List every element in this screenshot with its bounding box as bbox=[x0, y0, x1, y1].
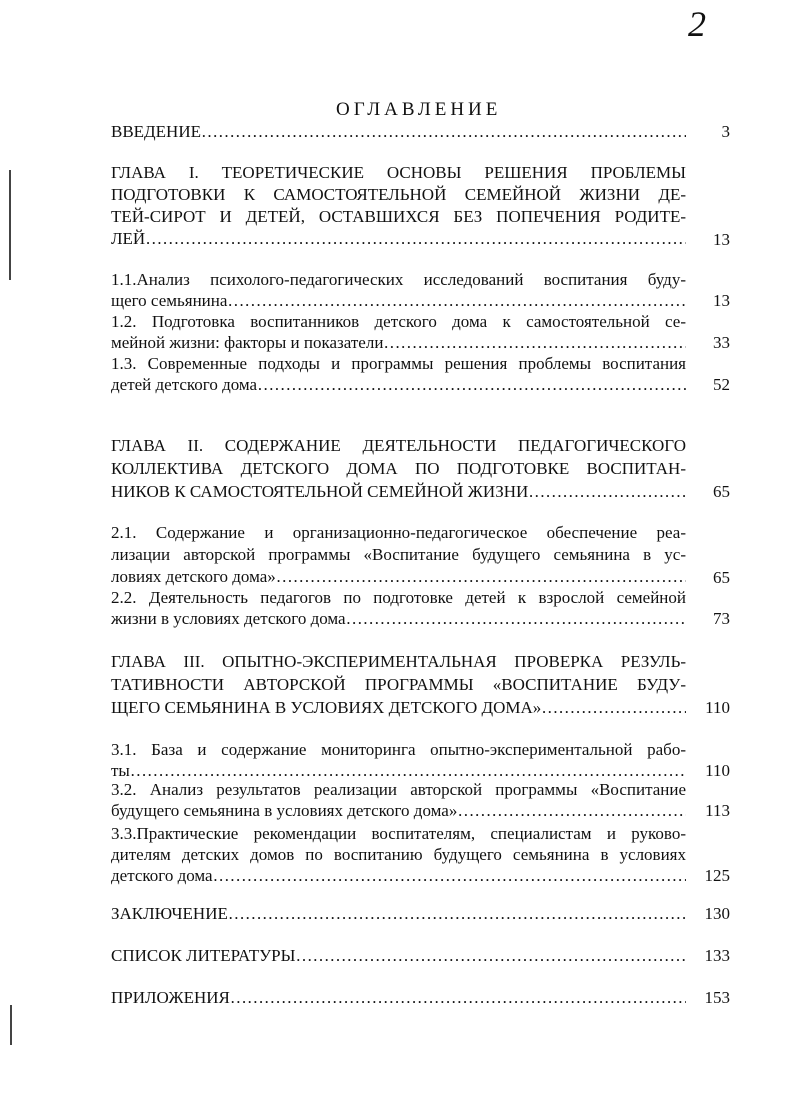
toc-entry-line: дителям детских домов по воспитанию будущего семьянина в условиях bbox=[111, 845, 686, 864]
toc-entry-line: ТАТИВНОСТИ АВТОРСКОЙ ПРОГРАММЫ «ВОСПИТАНИЕ БУДУ- bbox=[111, 675, 686, 694]
toc-page-number: 65 bbox=[713, 567, 730, 587]
toc-entry-last-line bbox=[111, 760, 686, 781]
toc-entry-last-line bbox=[111, 903, 686, 924]
toc-chapter-entry bbox=[111, 650, 686, 719]
toc-entry-text: ЛЕЙ bbox=[111, 229, 146, 248]
toc-leader-dots bbox=[213, 865, 686, 886]
toc-page-number: 110 bbox=[705, 698, 730, 717]
toc-entry-text: ВВЕДЕНИЕ bbox=[111, 122, 201, 141]
toc-entry-last-line bbox=[111, 228, 686, 250]
toc-entry bbox=[111, 121, 686, 142]
toc-entry-last-line bbox=[111, 332, 686, 353]
toc-entry bbox=[111, 945, 686, 966]
toc-entry-text: детей детского дома bbox=[111, 375, 258, 394]
toc-entry-last-line bbox=[111, 945, 686, 966]
toc-leader-dots bbox=[295, 945, 686, 966]
toc-entry-line: 1.3. Современные подходы и программы решения проблемы воспитания bbox=[111, 354, 686, 373]
toc-entry-text: будущего семьянина в условиях детского дома» bbox=[111, 801, 458, 820]
toc-chapter-entry bbox=[111, 434, 686, 503]
toc-entry bbox=[111, 739, 686, 781]
toc-page-number: 33 bbox=[713, 333, 730, 352]
toc-chapter-entry bbox=[111, 162, 686, 250]
toc-entry bbox=[111, 779, 686, 821]
toc-leader-dots bbox=[257, 374, 686, 395]
toc-entry-line: 1.2. Подготовка воспитанников детского дома к самостоятельной се- bbox=[111, 312, 686, 331]
toc-page-number: 113 bbox=[705, 801, 730, 820]
toc-leader-dots bbox=[228, 903, 686, 924]
toc-entry-line: ГЛАВА I. ТЕОРЕТИЧЕСКИЕ ОСНОВЫ РЕШЕНИЯ ПРОБЛЕМЫ bbox=[111, 163, 686, 182]
toc-page-number: 13 bbox=[713, 229, 730, 249]
toc-entry bbox=[111, 903, 686, 924]
toc-entry bbox=[111, 353, 686, 395]
toc-entry-line: 2.2. Деятельность педагогов по подготовке детей к взрослой семейной bbox=[111, 588, 686, 607]
toc-leader-dots bbox=[145, 228, 686, 250]
toc-page-number: 133 bbox=[704, 946, 730, 965]
toc-entry-last-line bbox=[111, 290, 686, 311]
handwritten-page-number: 2 bbox=[688, 4, 706, 44]
toc-entry-text: щего семьянина bbox=[111, 291, 228, 310]
toc-entry-line: 1.1.Анализ психолого-педагогических исследований воспитания буду- bbox=[111, 270, 686, 289]
toc-entry-text: детского дома bbox=[111, 866, 213, 885]
toc-leader-dots bbox=[528, 480, 686, 503]
toc-leader-dots bbox=[201, 121, 686, 142]
toc-entry-text: НИКОВ К САМОСТОЯТЕЛЬНОЙ СЕМЕЙНОЙ ЖИЗНИ bbox=[111, 482, 529, 501]
toc-entry-line: 3.1. База и содержание мониторинга опытно-экспериментальной рабо- bbox=[111, 740, 686, 759]
scan-margin-mark bbox=[10, 1005, 12, 1045]
toc-entry-line: лизации авторской программы «Воспитание будущего семьянина в ус- bbox=[111, 545, 686, 564]
toc-entry-last-line bbox=[111, 121, 686, 142]
toc-entry-text: СПИСОК ЛИТЕРАТУРЫ bbox=[111, 946, 296, 965]
page-title: ОГЛАВЛЕНИЕ bbox=[336, 99, 502, 120]
toc-entry-line: 3.3.Практические рекомендации воспитателям, специалистам и руково- bbox=[111, 824, 686, 843]
toc-leader-dots bbox=[346, 608, 686, 629]
toc-entry-last-line bbox=[111, 480, 686, 503]
toc-leader-dots bbox=[227, 290, 686, 311]
toc-page-number: 125 bbox=[704, 866, 730, 885]
toc-page-number: 130 bbox=[704, 904, 730, 923]
toc-entry-last-line bbox=[111, 566, 686, 588]
toc-entry-text: мейной жизни: факторы и показатели bbox=[111, 333, 384, 352]
toc-page-number: 65 bbox=[713, 482, 730, 501]
toc-entry-line: 3.2. Анализ результатов реализации авторской программы «Воспитание bbox=[111, 780, 686, 799]
toc-entry-line: КОЛЛЕКТИВА ДЕТСКОГО ДОМА ПО ПОДГОТОВКЕ ВОСПИТАН- bbox=[111, 459, 686, 478]
toc-leader-dots bbox=[541, 696, 686, 719]
toc-page-number: 110 bbox=[705, 761, 730, 780]
toc-entry-text: ЩЕГО СЕМЬЯНИНА В УСЛОВИЯХ ДЕТСКОГО ДОМА» bbox=[111, 698, 542, 717]
toc-entry bbox=[111, 522, 686, 588]
toc-entry-last-line bbox=[111, 374, 686, 395]
toc-entry bbox=[111, 269, 686, 311]
toc-entry-line: 2.1. Содержание и организационно-педагогическое обеспечение реа- bbox=[111, 523, 686, 542]
toc-leader-dots bbox=[383, 332, 686, 353]
toc-entry-line: ГЛАВА III. ОПЫТНО-ЭКСПЕРИМЕНТАЛЬНАЯ ПРОВЕРКА РЕЗУЛЬ- bbox=[111, 652, 686, 671]
toc-entry-line: ГЛАВА II. СОДЕРЖАНИЕ ДЕЯТЕЛЬНОСТИ ПЕДАГОГИЧЕСКОГО bbox=[111, 436, 686, 455]
toc-entry-line: ПОДГОТОВКИ К САМОСТОЯТЕЛЬНОЙ СЕМЕЙНОЙ ЖИЗНИ ДЕ- bbox=[111, 185, 686, 204]
toc-entry-text: ловиях детского дома» bbox=[111, 567, 276, 586]
toc-entry-last-line bbox=[111, 608, 686, 629]
toc-entry-last-line bbox=[111, 987, 686, 1008]
toc-entry bbox=[111, 587, 686, 629]
scan-margin-mark bbox=[9, 170, 11, 280]
toc-page-number: 73 bbox=[713, 609, 730, 628]
toc-entry-last-line bbox=[111, 800, 686, 821]
toc-leader-dots bbox=[230, 987, 686, 1008]
toc-leader-dots bbox=[457, 800, 686, 821]
toc-entry-text: ЗАКЛЮЧЕНИЕ bbox=[111, 904, 228, 923]
toc-entry bbox=[111, 311, 686, 353]
toc-entry bbox=[111, 823, 686, 886]
toc-entry-text: ПРИЛОЖЕНИЯ bbox=[111, 988, 230, 1007]
toc-leader-dots bbox=[130, 760, 686, 781]
toc-entry-text: ты bbox=[111, 761, 130, 780]
toc-entry-last-line bbox=[111, 865, 686, 886]
toc-entry bbox=[111, 987, 686, 1008]
toc-entry-line: ТЕЙ-СИРОТ И ДЕТЕЙ, ОСТАВШИХСЯ БЕЗ ПОПЕЧЕНИЯ РОДИТЕ- bbox=[111, 207, 686, 226]
toc-entry-last-line bbox=[111, 696, 686, 719]
toc-leader-dots bbox=[276, 566, 686, 588]
toc-entry-text: жизни в условиях детского дома bbox=[111, 609, 346, 628]
toc-page-number: 13 bbox=[713, 291, 730, 310]
toc-page-number: 3 bbox=[721, 122, 730, 141]
toc-page-number: 153 bbox=[704, 988, 730, 1007]
toc-page-number: 52 bbox=[713, 375, 730, 394]
